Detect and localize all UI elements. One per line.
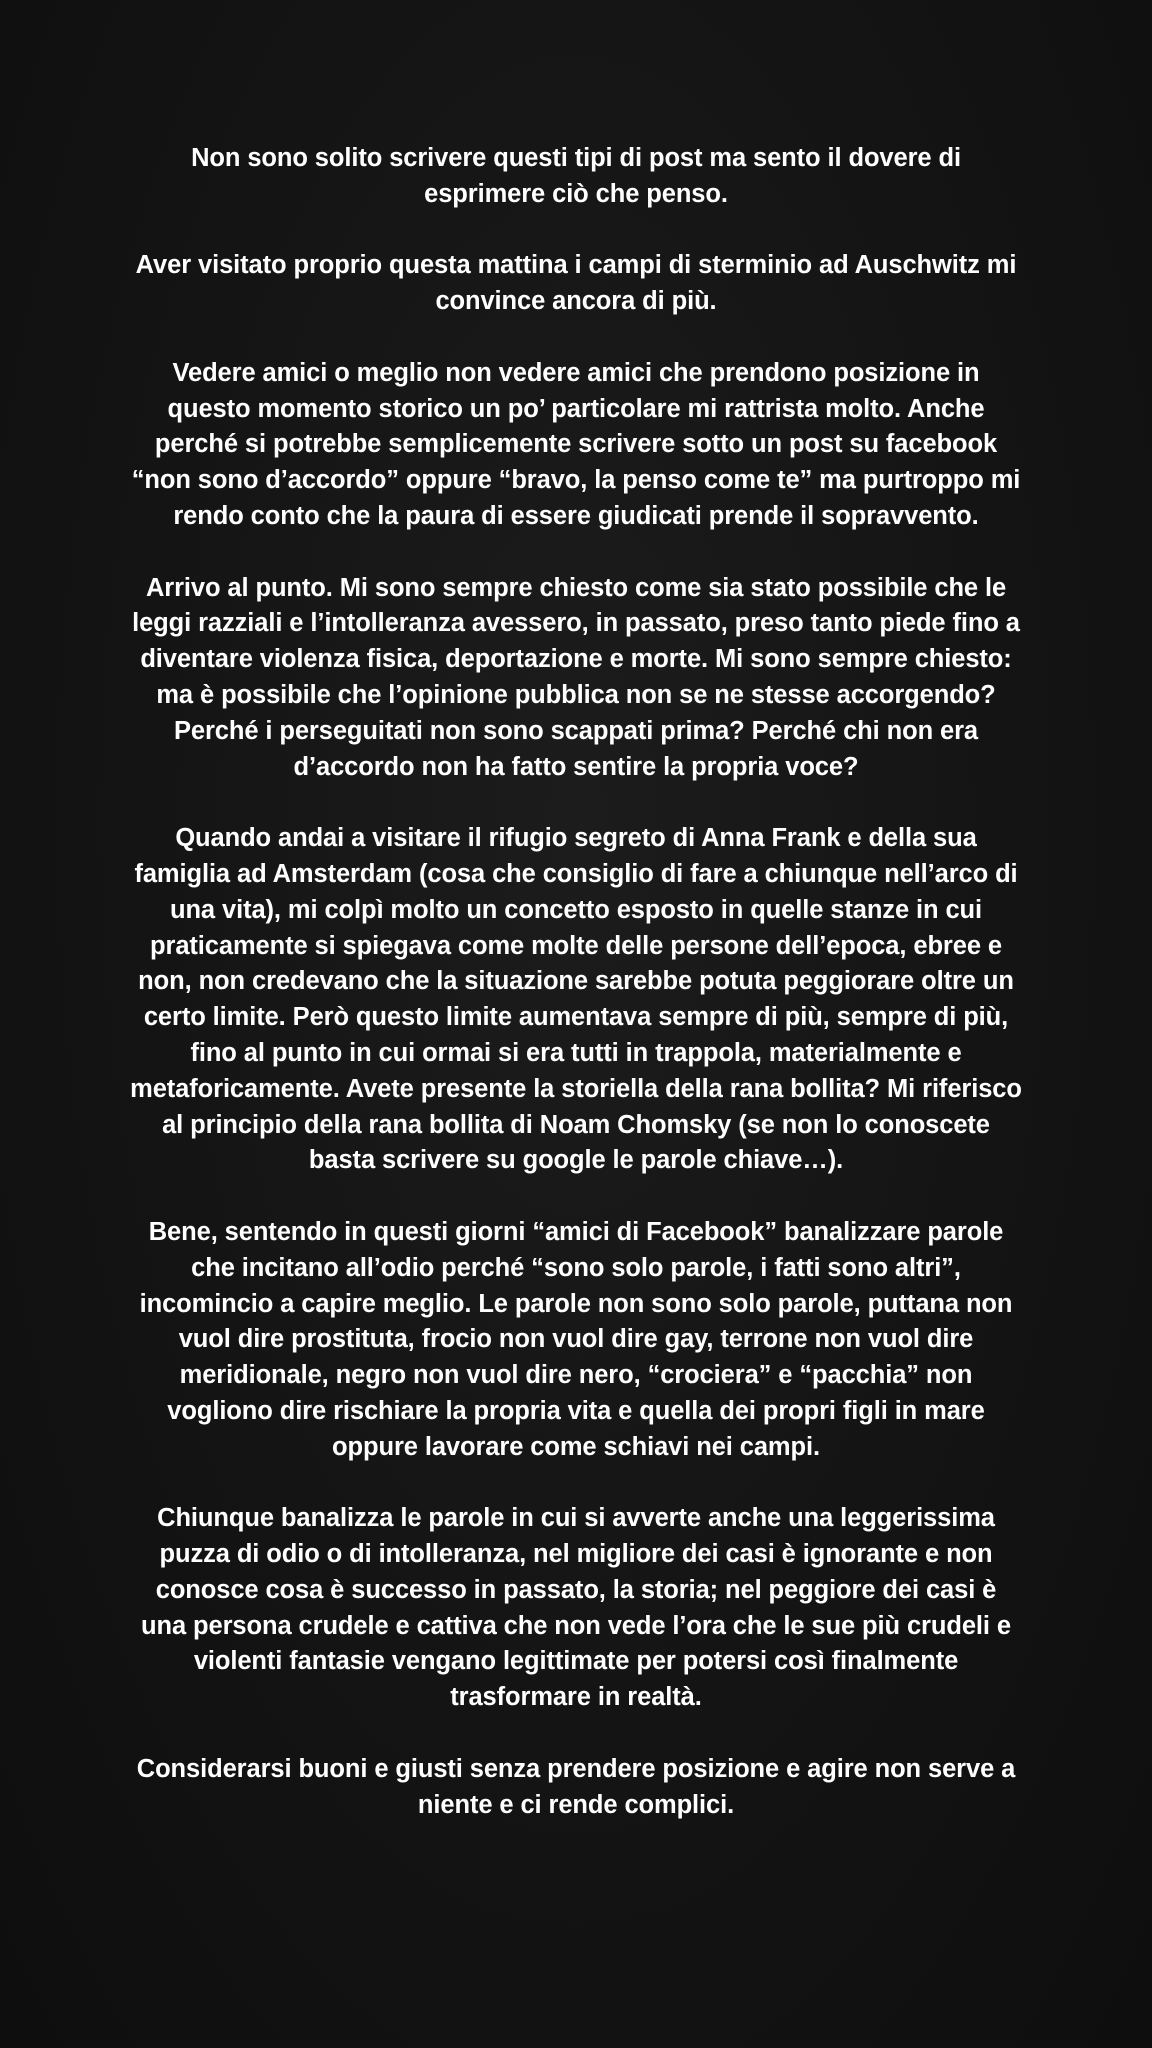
story-paragraph-5: Quando andai a visitare il rifugio segreto di Anna Frank e della sua famiglia ad Amsterdam (cosa che consiglio di fare a chiunque nell’arco di una vita), mi colpì molto un concetto esposto in quelle stanze in cui praticamente si spiegava come molte delle persone dell’epoca, ebree e non, non credevano che la situazione sarebbe potuta peggiorare oltre un certo limite. Però questo limite aumentava sempre di più, sempre di più, fino al punto in cui ormai si era tutti in trappola, materialmente e metaforicamente. Avete presente la storiella della rana bollita? Mi riferisco al principio della rana bollita di Noam Chomsky (se non lo conoscete basta scrivere su google le parole chiave…).	[130, 824, 1022, 1175]
story-paragraph-2: Aver visitato proprio questa mattina i campi di sterminio ad Auschwitz mi convince ancora di più.	[135, 251, 1017, 316]
story-paragraph-4: Arrivo al punto. Mi sono sempre chiesto come sia stato possibile che le leggi razziali e l’intolleranza avessero, in passato, preso tanto piede fino a diventare violenza fisica, deportazione e morte. Mi sono sempre chiesto: ma è possibile che l’opinione pubblica non se ne stesse accorgendo? Perché i perseguitati non sono scappati prima? Perché chi non era d’accordo non ha fatto sentire la propria voce?	[132, 573, 1020, 781]
story-text-block	[130, 141, 1022, 1823]
story-paragraph-1: Non sono solito scrivere questi tipi di post ma sento il dovere di esprimere ciò che penso.	[191, 144, 961, 208]
story-paragraph-6: Bene, sentendo in questi giorni “amici di Facebook” banalizzare parole che incitano all’odio perché “sono solo parole, i fatti sono altri”, incomincio a capire meglio. Le parole non sono solo parole, puttana non vuol dire prostituta, frocio non vuol dire gay, terrone non vuol dire meridionale, negro non vuol dire nero, “crociera” e “pacchia” non vogliono dire rischiare la propria vita e quella dei propri figli in mare oppure lavorare come schiavi nei campi.	[139, 1217, 1013, 1461]
story-paragraph-3: Vedere amici o meglio non vedere amici che prendono posizione in questo momento storico un po’ particolare mi rattrista molto. Anche perché si potrebbe semplicemente scrivere sotto un post su facebook “non sono d’accordo” oppure “bravo, la penso come te” ma purtroppo mi rendo conto che la paura di essere giudicati prende il sopravvento.	[131, 358, 1021, 530]
story-paragraph-8: Considerarsi buoni e giusti senza prendere posizione e agire non serve a niente e ci rende complici.	[136, 1754, 1016, 1819]
story-paragraph-7: Chiunque banalizza le parole in cui si avverte anche una leggerissima puzza di odio o di intolleranza, nel migliore dei casi è ignorante e non conosce cosa è successo in passato, la storia; nel peggiore dei casi è una persona crudele e cattiva che non vede l’ora che le sue più crudeli e violenti fantasie vengano legittimate per potersi così finalmente trasformare in realtà.	[141, 1504, 1011, 1712]
